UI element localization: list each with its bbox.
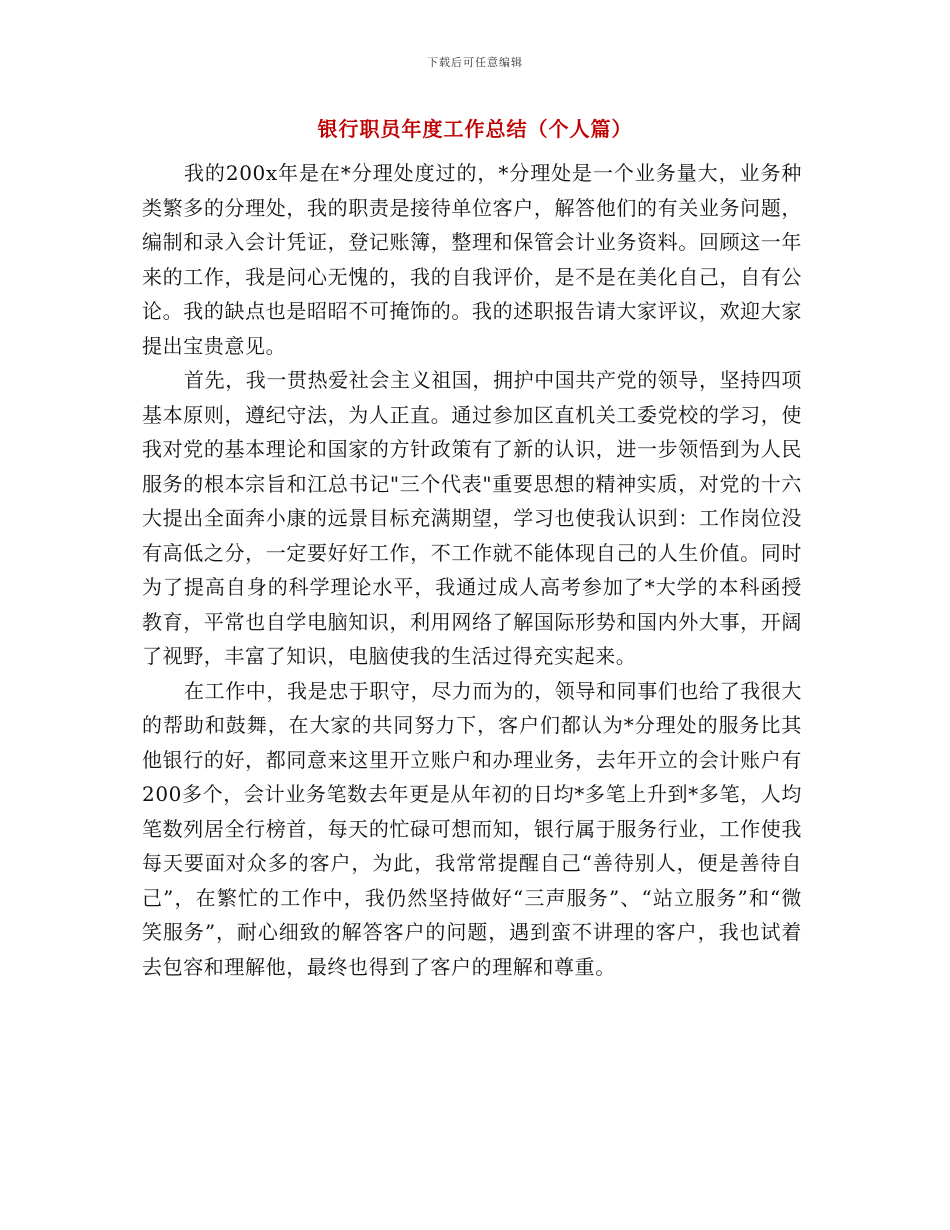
document-body xyxy=(142,156,802,984)
document-title: 银行职员年度工作总结（个人篇） xyxy=(317,117,633,141)
page-header-note: 下载后可任意编辑 xyxy=(427,56,523,69)
paragraph-3: 在工作中，我是忠于职守，尽力而为的，领导和同事们也给了我很大的帮助和鼓舞，在大家的共同努力下，客户们都认为*分理处的服务比其他银行的好，都同意来这里开立账户和办理业务，去年开立的会计账户有200多个，会计业务笔数去年更是从年初的日均*多笔上升到*多笔，人均笔数列居全行榜首，每天的忙碌可想而知，银行属于服务行业，工作使我每天要面对众多的客户，为此，我常常提醒自己“善待别人，便是善待自己”，在繁忙的工作中，我仍然坚持做好“三声服务”、“站立服务”和“微笑服务”，耐心细致的解答客户的问题，遇到蛮不讲理的客户，我也试着去包容和理解他，最终也得到了客户的理解和尊重。 xyxy=(142,678,802,979)
paragraph-2: 首先，我一贯热爱社会主义祖国，拥护中国共产党的领导，坚持四项基本原则，遵纪守法，为人正直。通过参加区直机关工委党校的学习，使我对党的基本理论和国家的方针政策有了新的认识，进一步领悟到为人民服务的根本宗旨和江总书记"三个代表"重要思想的精神实质，对党的十六大提出全面奔小康的远景目标充满期望，学习也使我认识到：工作岗位没有高低之分，一定要好好工作，不工作就不能体现自己的人生价值。同时为了提高自身的科学理论水平，我通过成人高考参加了*大学的本科函授教育，平常也自学电脑知识，利用网络了解国际形势和国内外大事，开阔了视野，丰富了知识，电脑使我的生活过得充实起来。 xyxy=(142,368,802,668)
paragraph-1: 我的200x年是在*分理处度过的，*分理处是一个业务量大，业务种类繁多的分理处，我的职责是接待单位客户，解答他们的有关业务问题，编制和录入会计凭证，登记账簿，整理和保管会计业务资料。回顾这一年来的工作，我是问心无愧的，我的自我评价，是不是在美化自己，自有公论。我的缺点也是昭昭不可掩饰的。我的述职报告请大家评议，欢迎大家提出宝贵意见。 xyxy=(142,161,802,358)
